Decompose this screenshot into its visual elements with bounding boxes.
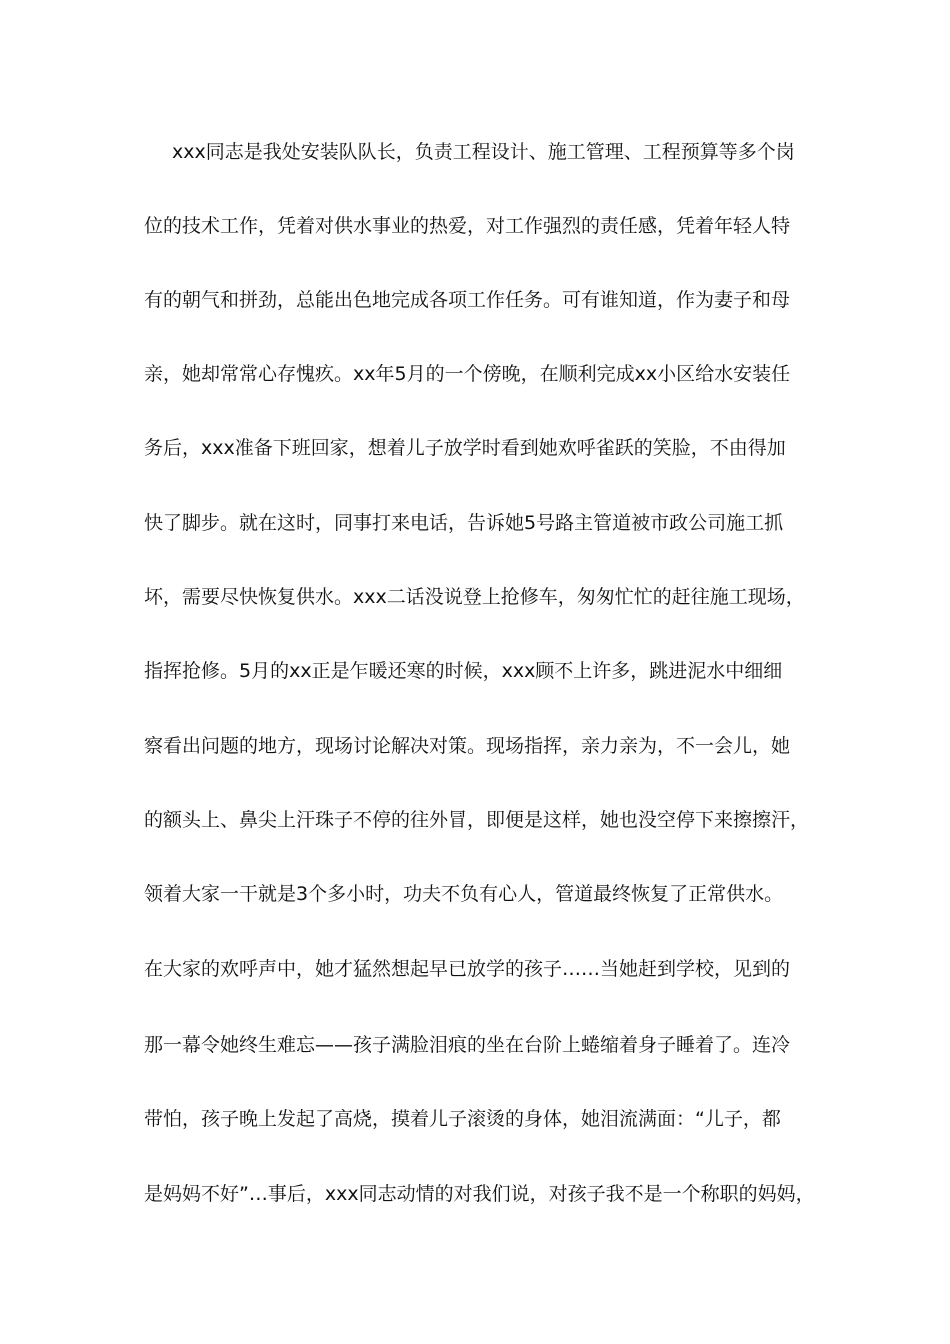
paragraph-line: 那一幕令她终生难忘——孩子满脸泪痕的坐在台阶上蜷缩着身子睡着了。连冷 <box>144 1034 791 1056</box>
paragraph-line: 在大家的欢呼声中，她才猛然想起早已放学的孩子……当她赶到学校，见到的 <box>144 958 791 980</box>
paragraph-line: 的额头上、鼻尖上汗珠子不停的往外冒，即便是这样，她也没空停下来擦擦汗， <box>144 809 810 831</box>
paragraph-line: 指挥抢修。5月的xx正是乍暖还寒的时候，xxx顾不上许多，跳进泥水中细细 <box>144 660 783 682</box>
paragraph-line: 快了脚步。就在这时，同事打来电话，告诉她5号路主管道被市政公司施工抓 <box>144 512 784 534</box>
paragraph-line: xxx同志是我处安装队队长，负责工程设计、施工管理、工程预算等多个岗 <box>172 141 795 163</box>
paragraph-line: 有的朝气和拼劲，总能出色地完成各项工作任务。可有谁知道，作为妻子和母 <box>144 289 791 311</box>
paragraph-line: 带怕，孩子晚上发起了高烧，摸着儿子滚烫的身体，她泪流满面：“儿子，都 <box>144 1108 781 1130</box>
paragraph-line: 是妈妈不好”…事后，xxx同志动情的对我们说，对孩子我不是一个称职的妈妈， <box>144 1183 815 1205</box>
paragraph-line: 坏，需要尽快恢复供水。xxx二话没说登上抢修车，匆匆忙忙的赶往施工现场， <box>144 586 805 608</box>
paragraph-line: 务后，xxx准备下班回家，想着儿子放学时看到她欢呼雀跃的笑脸，不由得加 <box>144 437 786 459</box>
paragraph-line: 察看出问题的地方，现场讨论解决对策。现场指挥，亲力亲为，不一会儿，她 <box>144 735 791 757</box>
paragraph-line: 领着大家一干就是3个多小时，功夫不负有心人，管道最终恢复了正常供水。 <box>144 883 784 905</box>
paragraph-line: 位的技术工作，凭着对供水事业的热爱，对工作强烈的责任感，凭着年轻人特 <box>144 215 791 237</box>
paragraph-line: 亲，她却常常心存愧疚。xx年5月的一个傍晚，在顺利完成xx小区给水安装任 <box>144 363 791 385</box>
